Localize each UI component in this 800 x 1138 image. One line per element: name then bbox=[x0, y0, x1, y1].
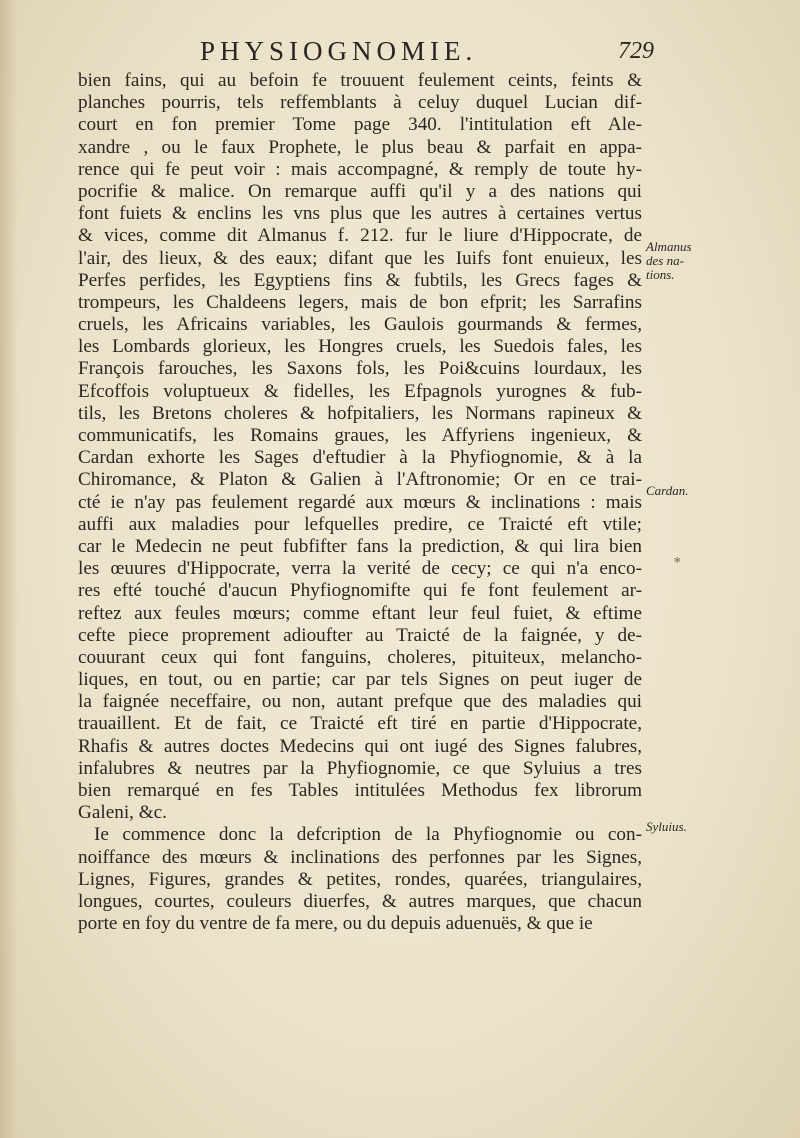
body-text bbox=[78, 70, 642, 935]
text-line: pocrifie & malice. On remarque auffi qu'il y a des nations qui bbox=[78, 180, 642, 202]
text-line: Ie commence donc la defcription de la Phyfiognomie ou con- bbox=[94, 824, 642, 846]
page-gutter-shadow bbox=[0, 0, 18, 1138]
text-line: porte en foy du ventre de fa mere, ou du depuis aduenuës, & que ie bbox=[78, 913, 593, 935]
text-line: trauaillent. Et de fait, ce Traicté eft tiré en partie d'Hippocrate, bbox=[78, 713, 642, 735]
text-line: reftez aux feules mœurs; comme eftant leur feul fuiet, & eftime bbox=[78, 602, 642, 624]
text-line: couurant ceux qui font fanguins, choleres, pituiteux, melancho- bbox=[78, 646, 642, 668]
text-line: auffi aux maladies pour lefquelles predire, ce Traicté eft vtile; bbox=[78, 513, 642, 535]
text-line: bien remarqué en fes Tables intitulées Methodus fex librorum bbox=[78, 780, 642, 801]
margin-notes bbox=[646, 0, 776, 1138]
text-line: cté ie n'ay pas feulement regardé aux mœurs & inclinations : mais bbox=[78, 491, 642, 513]
text-line: car le Medecin ne peut fubfifter fans la prediction, & qui lira bien bbox=[78, 535, 642, 557]
text-line: font fuiets & enclins les vns plus que les autres à certaines vertus bbox=[78, 203, 642, 225]
text-line: Chiromance, & Platon & Galien à l'Aftronomie; Or en ce trai- bbox=[78, 469, 642, 491]
text-line: les œuures d'Hippocrate, verra la verité de cecy; ce qui n'a enco- bbox=[78, 558, 642, 580]
text-line: xandre , ou le faux Prophete, le plus beau & parfait en appa- bbox=[78, 136, 642, 158]
margin-note-almanus bbox=[646, 240, 692, 282]
margin-note-line: tions. bbox=[646, 267, 675, 282]
text-line: planches pourris, tels reffemblants à celuy duquel Lucian dif- bbox=[78, 92, 642, 114]
margin-note-line: des na- bbox=[646, 253, 684, 268]
text-line: & vices, comme dit Almanus f. 212. fur le liure d'Hippocrate, de bbox=[78, 225, 642, 247]
text-line: l'air, des lieux, & des eaux; difant que les Iuifs font enuieux, les bbox=[78, 247, 642, 269]
text-line: longues, courtes, couleurs diuerfes, & autres marques, que chacun bbox=[78, 890, 642, 912]
text-line: cruels, les Africains variables, les Gaulois gourmands & fermes, bbox=[78, 314, 642, 336]
text-line: les Lombards glorieux, les Hongres cruels, les Suedois fales, les bbox=[78, 336, 642, 358]
text-line: rence qui fe peut voir : mais accompagné, & remply de toute hy- bbox=[78, 158, 642, 180]
text-line: liques, en tout, ou en partie; car par tels Signes on peut iuger de bbox=[78, 669, 642, 691]
page-number: 729 bbox=[618, 38, 654, 64]
text-line: cefte piece proprement adioufter au Traicté de la faignée, y de- bbox=[78, 624, 642, 646]
text-line: Efcoffois voluptueux & fidelles, les Efpagnols yurognes & fub- bbox=[78, 380, 642, 402]
text-line: Lignes, Figures, grandes & petites, rondes, quarées, triangulaires, bbox=[78, 868, 642, 890]
margin-note-syluius: Syluius. bbox=[646, 819, 687, 834]
running-title: PHYSIOGNOMIE. bbox=[200, 36, 478, 66]
text-line: Galeni, &c. bbox=[78, 802, 167, 824]
margin-note-cardan: Cardan. bbox=[646, 483, 689, 498]
margin-note-line: Almanus bbox=[646, 239, 692, 254]
text-line: infalubres & neutres par la Phyfiognomie, ce que Syluius a tres bbox=[78, 757, 642, 779]
text-line: court en fon premier Tome page 340. l'intitulation eft Ale- bbox=[78, 114, 642, 136]
margin-asterisk: * bbox=[674, 556, 681, 571]
text-line: noiffance des mœurs & inclinations des perfonnes par les Signes, bbox=[78, 846, 642, 868]
text-line: la faignée neceffaire, ou non, autant prefque que des maladies qui bbox=[78, 691, 642, 713]
text-line: tils, les Bretons choleres & hofpitaliers, les Normans rapineux & bbox=[78, 402, 642, 424]
text-line: Cardan exhorte les Sages d'eftudier à la Phyfiognomie, & à la bbox=[78, 447, 642, 469]
text-line: François farouches, les Saxons fols, les Poi&cuins lourdaux, les bbox=[78, 358, 642, 380]
text-line: Perfes perfides, les Egyptiens fins & fubtils, les Grecs fages & bbox=[78, 269, 642, 291]
text-line: trompeurs, les Chaldeens legers, mais de bon efprit; les Sarrafins bbox=[78, 291, 642, 313]
text-line: communicatifs, les Romains graues, les Affyriens ingenieux, & bbox=[78, 425, 642, 446]
text-line: Rhafis & autres doctes Medecins qui ont iugé des Signes falubres, bbox=[78, 735, 642, 757]
text-line: res efté touché d'aucun Phyfiognomifte qui fe font feulement ar- bbox=[78, 580, 642, 602]
page-header bbox=[80, 36, 660, 70]
text-line: bien fains, qui au befoin fe trouuent feulement ceints, feints & bbox=[78, 70, 642, 91]
